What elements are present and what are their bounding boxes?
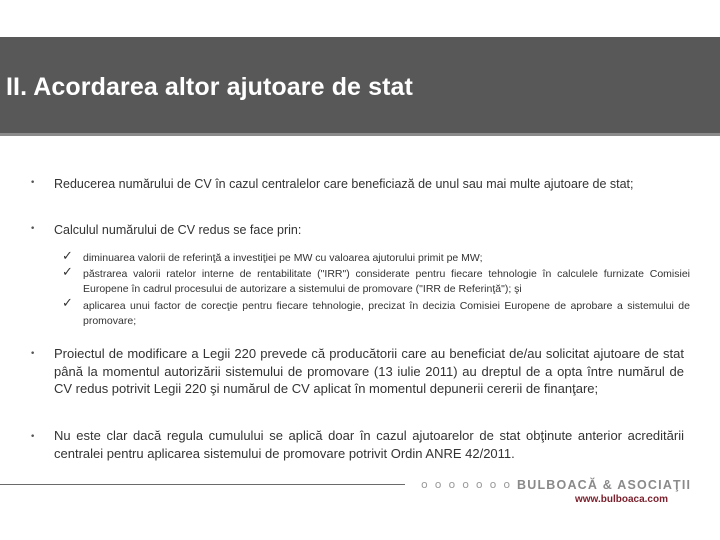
paragraph-proiectul: Proiectul de modificare a Legii 220 prevede că producătorii care au beneficiat de/au solicitat ajutoare de stat până la momentul autorizării sistemului de promovare (13 iulie 2011) au dreptul de a opta între numărul de CV redus potrivit Legii 220 şi numărul de CV aplicat în momentul depunerii cererii de finanţare; xyxy=(54,346,684,396)
website-link[interactable]: www.bulboaca.com xyxy=(575,494,668,505)
paragraph-reducerea: Reducerea numărului de CV în cazul centralelor care beneficiază de unul sau mai multe ajutoare de stat; xyxy=(54,177,634,191)
bullet-icon: • xyxy=(30,349,36,359)
subitem-diminuarea: diminuarea valorii de referinţă a investiţiei pe MW cu valoarea ajutorului primit pe MW; xyxy=(83,252,483,264)
paragraph-calculul: Calculul numărului de CV redus se face prin: xyxy=(54,223,302,237)
checkmark-icon: ✓ xyxy=(62,249,73,264)
bullet-icon: • xyxy=(30,178,36,188)
slide-title: II. Acordarea altor ajutoare de stat xyxy=(6,73,413,101)
brand-logo-text: BULBOACĂ & ASOCIAŢII xyxy=(517,478,692,492)
checkmark-icon: ✓ xyxy=(62,296,73,311)
footer-dots: ooooooo xyxy=(421,478,518,491)
title-divider xyxy=(0,133,720,136)
footer-divider xyxy=(0,484,405,485)
bullet-icon: • xyxy=(30,224,36,234)
subitem-aplicarea: aplicarea unui factor de corecţie pentru fiecare tehnologie, precizat în decizia Comisiei Europene de aprobare a sistemului de promovare; xyxy=(83,300,690,327)
subitem-pastrarea: păstrarea valorii ratelor interne de rentabilitate ("IRR") considerate pentru fiecare tehnologie în calculele furnizate Comisiei Europene în cadrul procesului de autorizare a sistemului de promovare ("IRR de Referinţă"); şi xyxy=(83,268,690,295)
title-bar xyxy=(0,37,720,133)
checkmark-icon: ✓ xyxy=(62,265,73,280)
bullet-icon: • xyxy=(30,432,36,442)
paragraph-cumul: Nu este clar dacă regula cumulului se aplică doar în cazul ajutoarelor de stat obţinute anterior acreditării centralei pentru aplicarea sistemului de promovare potrivit Ordin ANRE 42/2011. xyxy=(54,428,684,461)
